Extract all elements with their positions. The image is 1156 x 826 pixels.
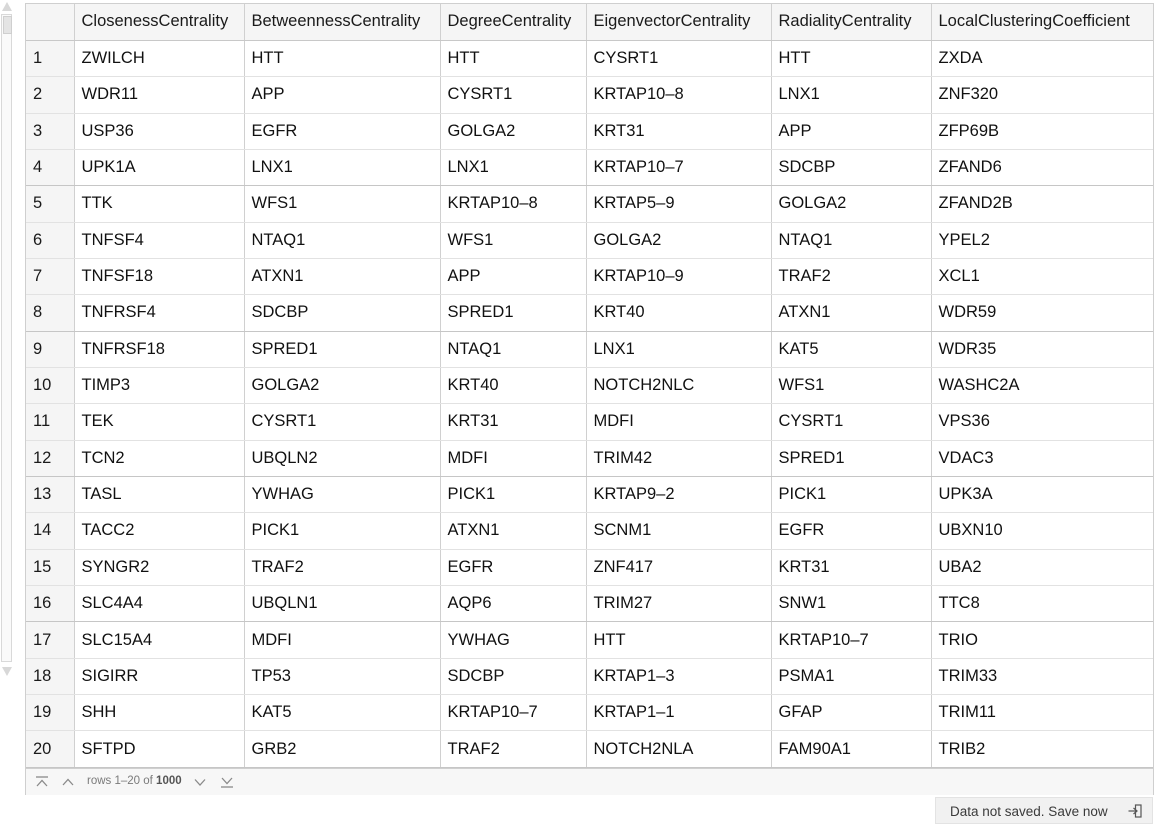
table-cell[interactable]: MDFI [586, 404, 771, 440]
table-cell[interactable]: TRIM27 [586, 586, 771, 622]
row-number: 4 [26, 149, 74, 185]
table-cell[interactable]: KRTAP10–7 [586, 149, 771, 185]
table-cell[interactable]: UBQLN1 [244, 586, 440, 622]
table-cell[interactable]: AQP6 [440, 586, 586, 622]
scrollbar-thumb[interactable] [3, 16, 12, 34]
table-cell[interactable]: YWHAG [244, 476, 440, 512]
table-cell[interactable]: HTT [440, 40, 586, 76]
column-header[interactable]: RadialityCentrality [771, 4, 931, 40]
table-cell[interactable]: KRTAP9–2 [586, 476, 771, 512]
row-number: 1 [26, 40, 74, 76]
table-cell[interactable]: ZNF417 [586, 549, 771, 585]
table-cell[interactable]: LNX1 [771, 77, 931, 113]
row-number: 16 [26, 586, 74, 622]
table-row[interactable] [26, 186, 1153, 222]
table-cell[interactable]: VPS36 [931, 404, 1153, 440]
last-page-icon[interactable] [219, 774, 235, 790]
table-cell[interactable]: TIMP3 [74, 367, 244, 403]
row-number: 19 [26, 695, 74, 731]
table-row[interactable] [26, 586, 1153, 622]
row-number: 6 [26, 222, 74, 258]
rows-range-label [87, 775, 182, 787]
table-cell[interactable]: KRTAP10–7 [440, 695, 586, 731]
table-cell[interactable]: UBA2 [931, 549, 1153, 585]
table-cell[interactable]: TTC8 [931, 586, 1153, 622]
table-cell[interactable]: ATXN1 [771, 295, 931, 331]
table-cell[interactable]: NOTCH2NLA [586, 731, 771, 767]
scroll-up-icon[interactable] [2, 2, 12, 11]
table-row[interactable] [26, 404, 1153, 440]
save-export-icon [1127, 803, 1143, 819]
table-cell[interactable]: HTT [244, 40, 440, 76]
table-cell[interactable]: SHH [74, 695, 244, 731]
table-cell[interactable]: WDR11 [74, 77, 244, 113]
row-number: 17 [26, 622, 74, 658]
scrollbar-track[interactable] [1, 14, 12, 662]
table-cell[interactable]: ZWILCH [74, 40, 244, 76]
column-header[interactable]: ClosenessCentrality [74, 4, 244, 40]
save-now-label: Data not saved. Save now [950, 804, 1108, 819]
row-number: 15 [26, 549, 74, 585]
table-row[interactable] [26, 295, 1153, 331]
table-cell[interactable]: WFS1 [440, 222, 586, 258]
pager-bar [26, 768, 1153, 795]
row-number: 3 [26, 113, 74, 149]
table-row[interactable] [26, 549, 1153, 585]
table-cell[interactable]: SYNGR2 [74, 549, 244, 585]
header-row [26, 4, 1153, 40]
table-row[interactable] [26, 113, 1153, 149]
table-cell[interactable]: TASL [74, 476, 244, 512]
table-cell[interactable]: TRIM33 [931, 658, 1153, 694]
table-cell[interactable]: SPRED1 [771, 440, 931, 476]
table-cell[interactable]: TRAF2 [244, 549, 440, 585]
table-row[interactable] [26, 440, 1153, 476]
table-row[interactable] [26, 77, 1153, 113]
table-cell[interactable]: TRIO [931, 622, 1153, 658]
row-number: 5 [26, 186, 74, 222]
table-cell[interactable]: SFTPD [74, 731, 244, 767]
table-cell[interactable]: GOLGA2 [771, 186, 931, 222]
table-cell[interactable]: WFS1 [771, 367, 931, 403]
table-cell[interactable]: MDFI [440, 440, 586, 476]
table-cell[interactable]: LNX1 [586, 331, 771, 367]
table-row[interactable] [26, 222, 1153, 258]
row-number: 20 [26, 731, 74, 767]
table-cell[interactable]: NTAQ1 [771, 222, 931, 258]
table-cell[interactable]: TRIM11 [931, 695, 1153, 731]
table-cell[interactable]: EGFR [440, 549, 586, 585]
table-cell[interactable]: YWHAG [440, 622, 586, 658]
table-cell[interactable]: FAM90A1 [771, 731, 931, 767]
table-cell[interactable]: TRIM42 [586, 440, 771, 476]
row-number: 9 [26, 331, 74, 367]
row-number: 14 [26, 513, 74, 549]
table-cell[interactable]: APP [771, 113, 931, 149]
table-cell[interactable]: TCN2 [74, 440, 244, 476]
row-number: 8 [26, 295, 74, 331]
previous-page-icon[interactable] [60, 774, 76, 790]
table-cell[interactable]: KRTAP10–8 [440, 186, 586, 222]
header-cell-index[interactable] [26, 4, 74, 40]
table-cell[interactable]: TACC2 [74, 513, 244, 549]
table-cell[interactable]: UBQLN2 [244, 440, 440, 476]
table-row[interactable] [26, 731, 1153, 767]
table-cell[interactable]: KRT31 [771, 549, 931, 585]
table-cell[interactable]: WFS1 [244, 186, 440, 222]
table-cell[interactable]: CYSRT1 [440, 77, 586, 113]
table-cell[interactable]: KAT5 [771, 331, 931, 367]
table-cell[interactable]: ZFAND6 [931, 149, 1153, 185]
table-row[interactable] [26, 258, 1153, 294]
data-table [26, 4, 1153, 768]
table-cell[interactable]: KRT40 [586, 295, 771, 331]
column-header[interactable]: DegreeCentrality [440, 4, 586, 40]
table-row[interactable] [26, 367, 1153, 403]
table-cell[interactable]: UBXN10 [931, 513, 1153, 549]
table-cell[interactable]: GOLGA2 [586, 222, 771, 258]
table-cell[interactable]: NOTCH2NLC [586, 367, 771, 403]
table-cell[interactable]: SDCBP [771, 149, 931, 185]
table-cell[interactable]: GRB2 [244, 731, 440, 767]
table-cell[interactable]: ATXN1 [440, 513, 586, 549]
table-cell[interactable]: YPEL2 [931, 222, 1153, 258]
table-cell[interactable]: KRTAP5–9 [586, 186, 771, 222]
table-cell[interactable]: KRTAP1–1 [586, 695, 771, 731]
table-cell[interactable]: SLC15A4 [74, 622, 244, 658]
table-cell[interactable]: NTAQ1 [244, 222, 440, 258]
table-row[interactable] [26, 658, 1153, 694]
first-page-icon[interactable] [34, 774, 50, 790]
row-number: 2 [26, 77, 74, 113]
table-row[interactable] [26, 622, 1153, 658]
row-number: 11 [26, 404, 74, 440]
table-cell[interactable]: ATXN1 [244, 258, 440, 294]
table-cell[interactable]: TRAF2 [771, 258, 931, 294]
table-cell[interactable]: CYSRT1 [244, 404, 440, 440]
table-row[interactable] [26, 331, 1153, 367]
table-cell[interactable]: SIGIRR [74, 658, 244, 694]
table-cell[interactable]: UPK1A [74, 149, 244, 185]
table-cell[interactable]: WDR59 [931, 295, 1153, 331]
table-cell[interactable]: ZXDA [931, 40, 1153, 76]
table-cell[interactable]: TNFSF18 [74, 258, 244, 294]
table-cell[interactable]: KRTAP10–9 [586, 258, 771, 294]
table-cell[interactable]: APP [244, 77, 440, 113]
table-cell[interactable]: GOLGA2 [440, 113, 586, 149]
next-page-icon[interactable] [192, 774, 208, 790]
table-cell[interactable]: TEK [74, 404, 244, 440]
table-row[interactable] [26, 40, 1153, 76]
table-cell[interactable]: EGFR [771, 513, 931, 549]
table-cell[interactable]: SPRED1 [440, 295, 586, 331]
scroll-down-icon[interactable] [2, 667, 12, 676]
table-cell[interactable]: TNFRSF18 [74, 331, 244, 367]
table-cell[interactable]: ZFP69B [931, 113, 1153, 149]
table-cell[interactable]: SDCBP [440, 658, 586, 694]
table-cell[interactable]: XCL1 [931, 258, 1153, 294]
table-cell[interactable]: KRTAP1–3 [586, 658, 771, 694]
table-body [26, 40, 1153, 767]
rows-total: 1000 [156, 775, 182, 787]
table-cell[interactable]: PICK1 [440, 476, 586, 512]
table-cell[interactable]: LNX1 [244, 149, 440, 185]
row-number: 13 [26, 476, 74, 512]
row-number: 10 [26, 367, 74, 403]
table-cell[interactable]: WASHC2A [931, 367, 1153, 403]
table-cell[interactable]: TNFSF4 [74, 222, 244, 258]
table-cell[interactable]: SCNM1 [586, 513, 771, 549]
table-cell[interactable]: VDAC3 [931, 440, 1153, 476]
table-cell[interactable]: NTAQ1 [440, 331, 586, 367]
table-cell[interactable]: CYSRT1 [771, 404, 931, 440]
table-cell[interactable]: PSMA1 [771, 658, 931, 694]
table-cell[interactable]: ZNF320 [931, 77, 1153, 113]
table-cell[interactable]: KRT31 [586, 113, 771, 149]
rows-range-prefix: rows 1–20 of [87, 775, 157, 787]
table-cell[interactable]: MDFI [244, 622, 440, 658]
table-cell[interactable]: SLC4A4 [74, 586, 244, 622]
table-cell[interactable]: TNFRSF4 [74, 295, 244, 331]
table-cell[interactable]: SPRED1 [244, 331, 440, 367]
table-cell[interactable]: PICK1 [771, 476, 931, 512]
column-header[interactable]: BetweennessCentrality [244, 4, 440, 40]
row-number: 18 [26, 658, 74, 694]
save-now-button[interactable] [935, 797, 1153, 824]
table-cell[interactable]: GFAP [771, 695, 931, 731]
table-cell[interactable]: PICK1 [244, 513, 440, 549]
table-row[interactable] [26, 476, 1153, 512]
table-cell[interactable]: KRT31 [440, 404, 586, 440]
row-number: 12 [26, 440, 74, 476]
column-header[interactable]: LocalClusteringCoefficient [931, 4, 1153, 40]
table-cell[interactable]: KRT40 [440, 367, 586, 403]
table-row[interactable] [26, 149, 1153, 185]
table-cell[interactable]: GOLGA2 [244, 367, 440, 403]
table-cell[interactable]: KRTAP10–8 [586, 77, 771, 113]
table-cell[interactable]: SDCBP [244, 295, 440, 331]
vertical-scrollbar[interactable] [0, 0, 13, 682]
table-cell[interactable]: KAT5 [244, 695, 440, 731]
table-cell[interactable]: APP [440, 258, 586, 294]
dataset-view [25, 3, 1154, 795]
table-cell[interactable]: TRIB2 [931, 731, 1153, 767]
row-number: 7 [26, 258, 74, 294]
table-cell[interactable]: ZFAND2B [931, 186, 1153, 222]
table-row[interactable] [26, 695, 1153, 731]
table-row[interactable] [26, 513, 1153, 549]
table-cell[interactable]: TP53 [244, 658, 440, 694]
table-cell[interactable]: CYSRT1 [586, 40, 771, 76]
table-cell[interactable]: LNX1 [440, 149, 586, 185]
table-cell[interactable]: KRTAP10–7 [771, 622, 931, 658]
table-cell[interactable]: WDR35 [931, 331, 1153, 367]
table-cell[interactable]: TRAF2 [440, 731, 586, 767]
table-cell[interactable]: UPK3A [931, 476, 1153, 512]
table-cell[interactable]: HTT [771, 40, 931, 76]
table-cell[interactable]: HTT [586, 622, 771, 658]
table-cell[interactable]: TTK [74, 186, 244, 222]
table-cell[interactable]: USP36 [74, 113, 244, 149]
column-header[interactable]: EigenvectorCentrality [586, 4, 771, 40]
table-cell[interactable]: SNW1 [771, 586, 931, 622]
table-cell[interactable]: EGFR [244, 113, 440, 149]
